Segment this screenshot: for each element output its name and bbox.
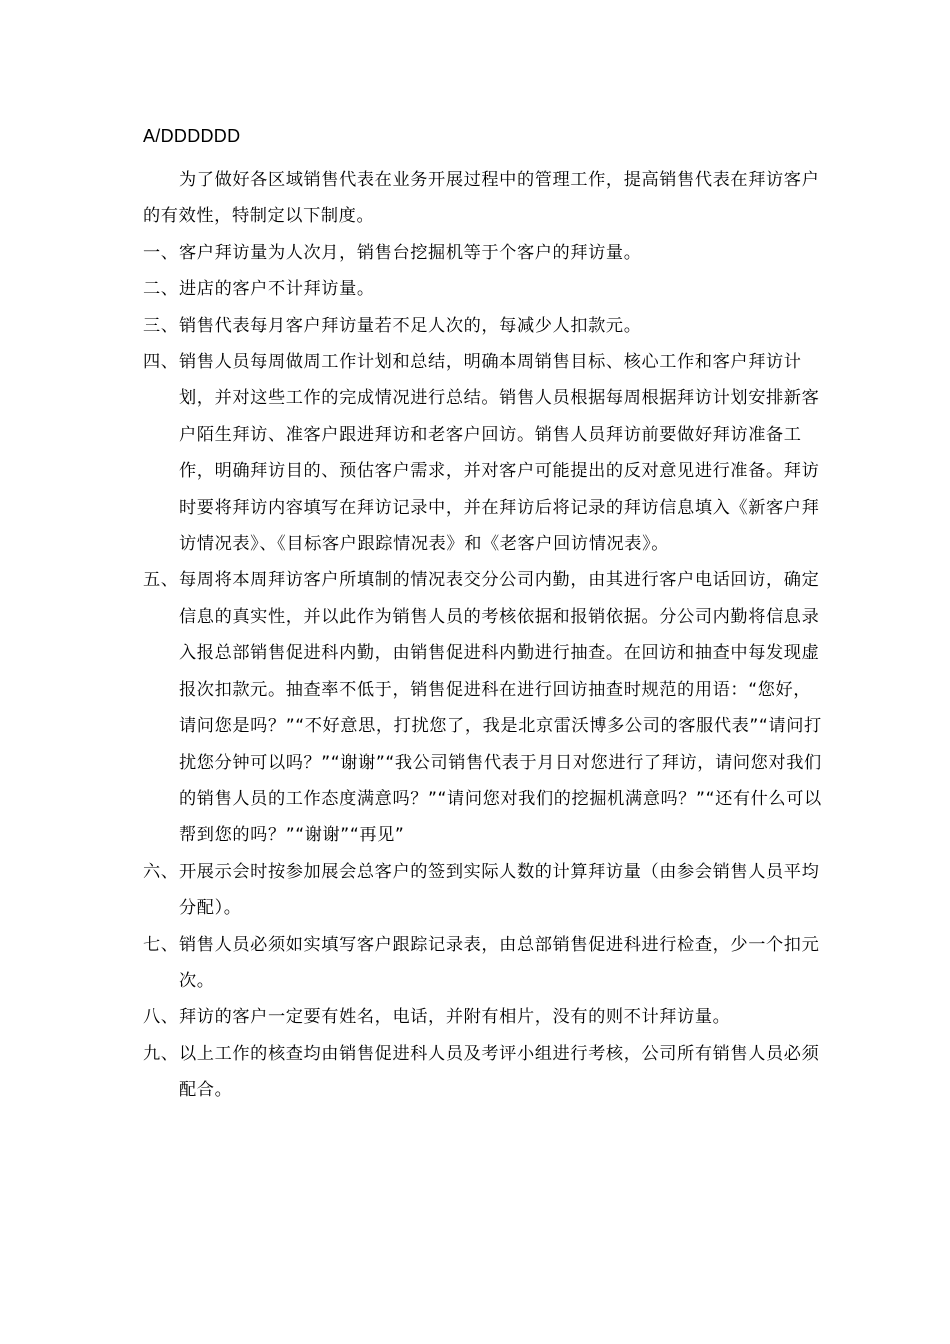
document-code: A/DDDDDD [143, 126, 241, 146]
regulation-item [143, 562, 827, 853]
item-number: 三、 [143, 315, 179, 336]
regulation-item [143, 927, 827, 1000]
item-text: 拜访的客户一定要有姓名，电话，并附有相片，没有的则不计拜访量。 [179, 1007, 731, 1028]
regulation-item [143, 271, 827, 307]
item-number: 二、 [143, 279, 179, 300]
item-number: 一、 [143, 242, 179, 263]
regulation-item [143, 854, 827, 927]
intro-paragraph: 为了做好各区域销售代表在业务开展过程中的管理工作，提高销售代表在拜访客户的有效性，特制定以下制度。 [143, 170, 820, 227]
item-text: 开展示会时按参加展会总客户的签到实际人数的计算拜访量（由参会销售人员平均分配）。 [179, 861, 820, 919]
item-text: 每周将本周拜访客户所填制的情况表交分公司内勤，由其进行客户电话回访，确定信息的真实性，并以此作为销售人员的考核依据和报销依据。分公司内勤将信息录入报总部销售促进科内勤，由销售促进科内勤进行抽查。在回访和抽查中每发现虚报次扣款元。抽查率不低于，销售促进科在进行回访抽查时规范的用语：“您好，请问您是吗？”“不好意思，打扰您了，我是北京雷沃博多公司的客服代表”“请问打扰您分钟可以吗？”“谢谢”“我公司销售代表于月日对您进行了拜访，请问您对我们的销售人员的工作态度满意吗？”“请问您对我们的挖掘机满意吗？”“还有什么可以帮到您的吗？”“谢谢”“再见” [179, 570, 822, 846]
item-number: 四、 [143, 352, 179, 373]
regulation-item [143, 1036, 827, 1109]
item-number: 九、 [143, 1043, 179, 1064]
item-text: 销售人员必须如实填写客户跟踪记录表，由总部销售促进科进行检查，少一个扣元次。 [179, 934, 820, 991]
item-text: 销售人员每周做周工作计划和总结，明确本周销售目标、核心工作和客户拜访计划，并对这些工作的完成情况进行总结。销售人员根据每周根据拜访计划安排新客户陌生拜访、准客户跟进拜访和老客户回访。销售人员拜访前要做好拜访准备工作，明确拜访目的、预估客户需求，并对客户可能提出的反对意见进行准备。拜访时要将拜访内容填写在拜访记录中，并在拜访后将记录的拜访信息填入《新客户拜访情况表》、《目标客户跟踪情况表》和《老客户回访情况表》。 [179, 352, 820, 555]
item-number: 六、 [143, 861, 179, 882]
item-text: 销售代表每月客户拜访量若不足人次的，每减少人扣款元。 [179, 315, 642, 336]
item-text: 以上工作的核查均由销售促进科人员及考评小组进行考核，公司所有销售人员必须配合。 [179, 1043, 820, 1101]
item-number: 八、 [143, 1007, 179, 1028]
regulation-list [143, 235, 827, 1109]
regulation-item [143, 308, 827, 344]
regulation-item [143, 999, 827, 1035]
document-body [143, 162, 827, 1109]
regulation-item [143, 344, 827, 562]
item-number: 五、 [143, 570, 179, 591]
regulation-item [143, 235, 827, 271]
item-number: 七、 [143, 934, 179, 955]
item-text: 进店的客户不计拜访量。 [179, 279, 375, 300]
item-text: 客户拜访量为人次月，销售台挖掘机等于个客户的拜访量。 [179, 242, 642, 263]
